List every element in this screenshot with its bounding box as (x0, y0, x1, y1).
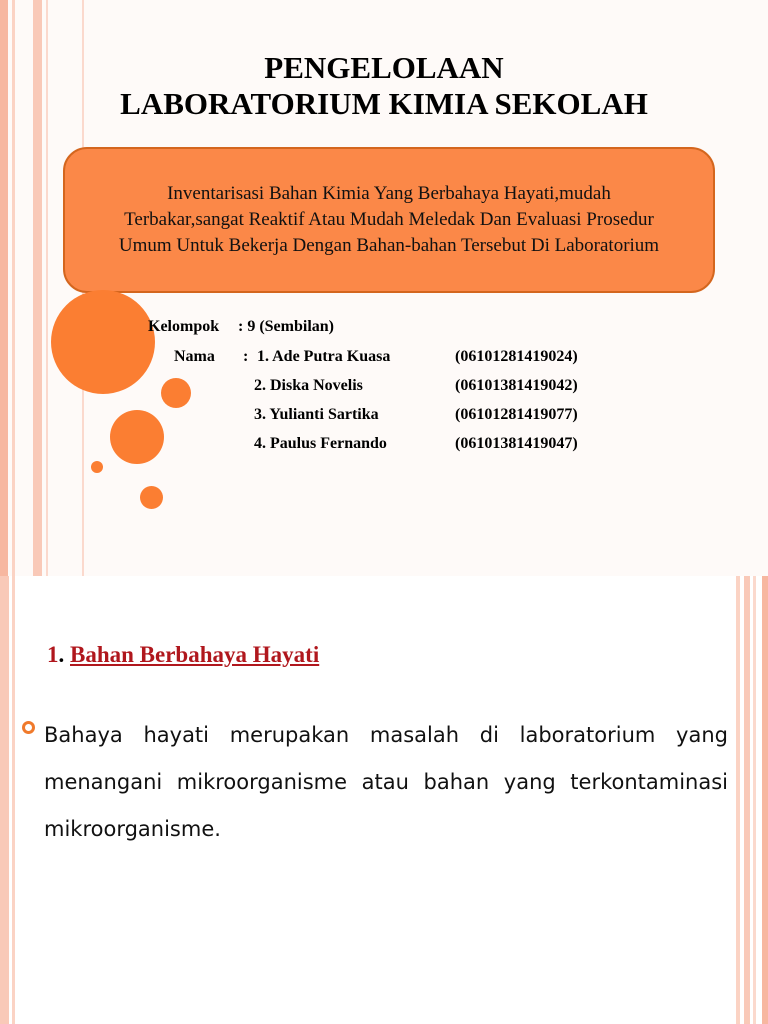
group-value: : 9 (Sembilan) (238, 318, 334, 335)
topic-line-3: Umum Untuk Bekerja Dengan Bahan-bahan Tersebut Di Laboratorium (118, 235, 660, 256)
member-id: (06101381419042) (455, 377, 578, 394)
topic-box (63, 147, 715, 293)
member-id: (06101281419077) (455, 406, 578, 423)
member-name: 3. Yulianti Sartika (254, 406, 379, 423)
heading-number: 1 (47, 642, 59, 667)
member-name: 2. Diska Novelis (254, 377, 363, 394)
member-name: 1. Ade Putra Kuasa (257, 348, 391, 365)
member-row (0, 377, 768, 401)
heading-dot: . (58, 642, 65, 667)
name-label: Nama (174, 348, 215, 365)
member-name: 4. Paulus Fernando (254, 435, 387, 452)
title-line-1: PENGELOLAAN (264, 50, 504, 85)
member-row (0, 348, 768, 372)
member-row (0, 406, 768, 430)
bullet-ring-icon (22, 721, 35, 734)
decorative-circle-tiny (91, 461, 103, 473)
member-id: (06101381419047) (455, 435, 578, 452)
slide-title-heading (0, 50, 768, 122)
member-id: (06101281419024) (455, 348, 578, 365)
group-label: Kelompok (148, 318, 220, 335)
member-row (0, 435, 768, 459)
decorative-stripe (753, 576, 756, 1024)
heading-text: Bahan Berbahaya Hayati (70, 642, 320, 667)
decorative-stripe (0, 576, 9, 1024)
decorative-stripe (736, 576, 740, 1024)
group-row (0, 318, 768, 342)
topic-line-2: Terbakar,sangat Reaktif Atau Mudah Meledak Dan Evaluasi Prosedur (124, 209, 654, 230)
name-separator: : (243, 348, 249, 365)
section-heading (47, 642, 319, 668)
slide-content (0, 576, 768, 1024)
bullet-paragraph: Bahaya hayati merupakan masalah di laboratorium yang menangani mikroorganisme atau bahan yang terkontaminasi mikroorganisme. (44, 723, 728, 841)
topic-line-1: Inventarisasi Bahan Kimia Yang Berbahaya Hayati,mudah (167, 183, 611, 204)
title-line-2: LABORATORIUM KIMIA SEKOLAH (120, 86, 648, 121)
decorative-stripe (12, 576, 15, 1024)
decorative-stripe (762, 576, 768, 1024)
decorative-stripe (744, 576, 750, 1024)
decorative-circle-small (140, 486, 163, 509)
